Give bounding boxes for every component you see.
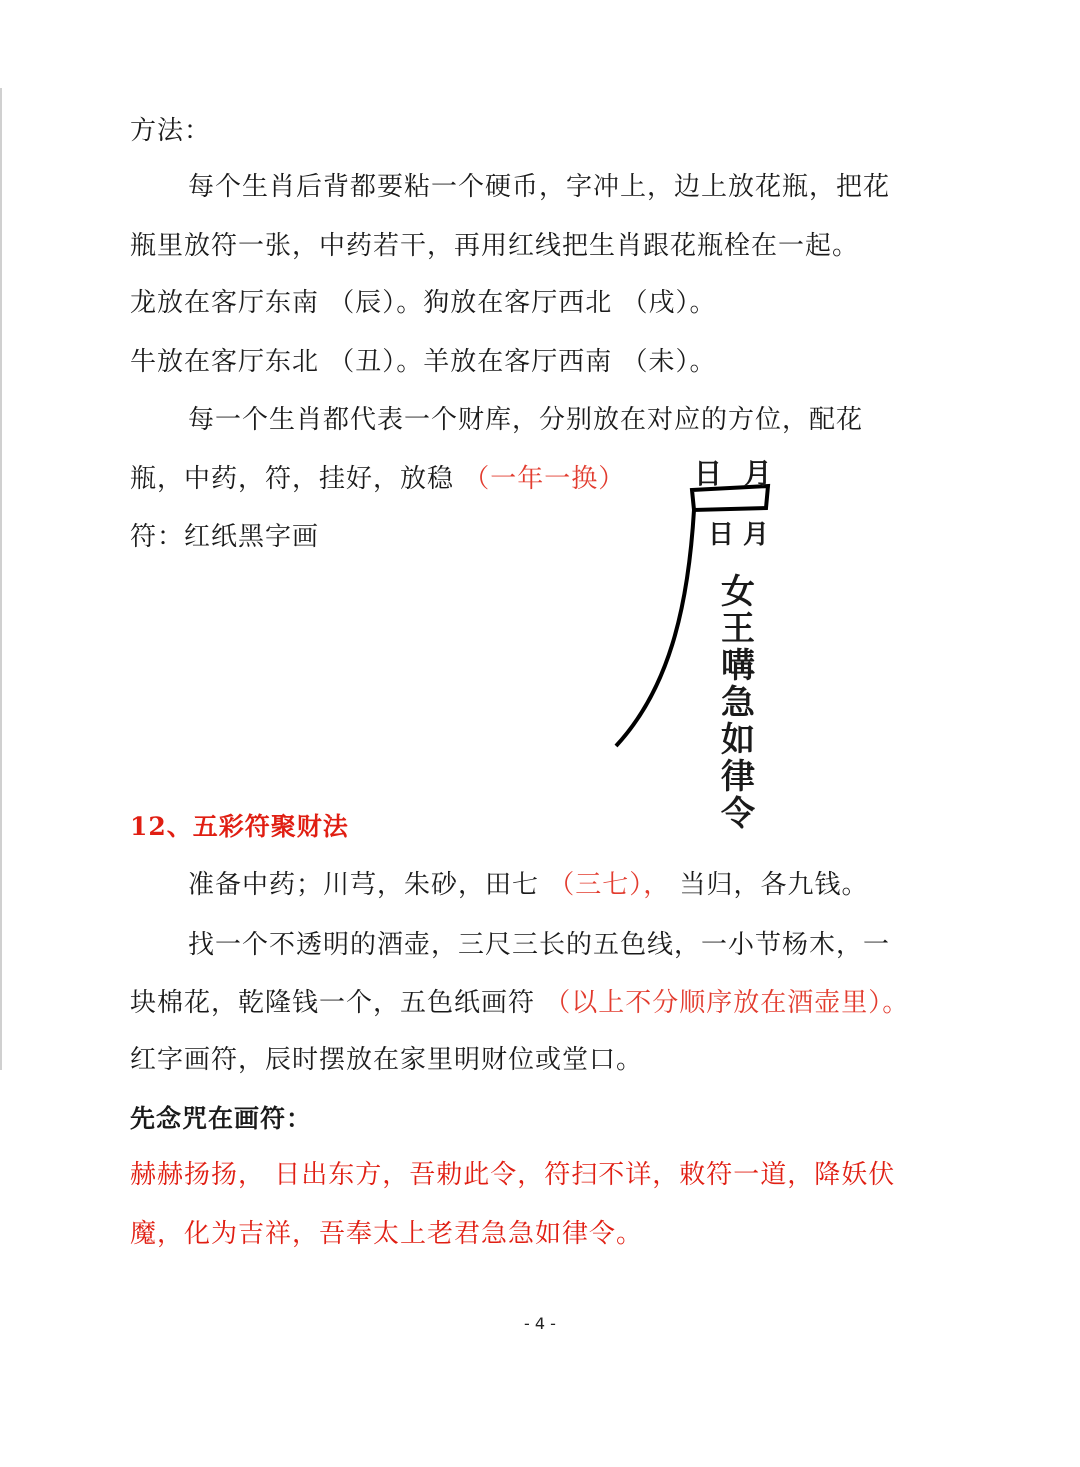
talisman-char-7: 令 — [721, 794, 755, 834]
page-number: - 4 - — [524, 1314, 556, 1333]
method-paragraph-1-line-1: 每个生肖后背都要粘一个硬币，字冲上，边上放花瓶，把花 — [188, 172, 891, 202]
section-12-paragraph-1 — [188, 868, 869, 902]
method-paragraph-3-line-2 — [130, 462, 625, 496]
talisman-frame-curve — [616, 510, 694, 746]
talisman-char-2: 王 — [721, 609, 755, 649]
talisman-char-4: 急 — [721, 683, 755, 723]
method-title: 方法： — [130, 116, 212, 146]
method-paragraph-3-line-1: 每一个生肖都代表一个财库，分别放在对应的方位，配花 — [188, 405, 864, 435]
section-12-items-red-note: （以上不分顺序放在酒壶里）。 — [544, 988, 910, 1018]
method-paragraph-3-text: 瓶，中药，符，挂好，放稳 — [130, 464, 464, 494]
section-12-herbs-red-note: （三七）， — [548, 870, 671, 900]
talisman-side-characters: 日 月 — [708, 520, 770, 550]
method-paragraph-2-line-2: 牛放在客厅东北 （丑）。羊放在客厅西南 （未）。 — [130, 347, 717, 377]
method-paragraph-1-line-2: 瓶里放符一张，中药若干，再用红线把生肖跟花瓶栓在一起。 — [130, 231, 860, 261]
page-edge-shadow — [0, 88, 2, 1070]
section-12-heading: 12、五彩符聚财法 — [130, 812, 349, 841]
talisman-drawing — [608, 450, 788, 850]
spell-title: 先念咒在画符： — [130, 1104, 313, 1133]
section-12-paragraph-3: 红字画符，辰时摆放在家里明财位或堂口。 — [130, 1045, 644, 1075]
method-paragraph-4: 符：红纸黑字画 — [130, 522, 320, 552]
spell-line-2: 魔，化为吉祥，吾奉太上老君急急如律令。 — [130, 1219, 644, 1249]
section-12-herbs-text: 准备中药；川芎，朱砂，田七 — [188, 870, 549, 900]
talisman-char-3: 㗕 — [721, 646, 755, 686]
section-12-paragraph-2-line-1: 找一个不透明的酒壶，三尺三长的五色线，一小节杨木，一 — [188, 930, 891, 960]
section-12-herbs-text-end: 当归，各九钱。 — [670, 870, 869, 900]
talisman-char-5: 如 — [721, 720, 755, 760]
talisman-char-6: 律 — [721, 757, 755, 797]
talisman-top-characters: 日 月 — [694, 457, 778, 490]
method-paragraph-2-line-1: 龙放在客厅东南 （辰）。狗放在客厅西北 （戌）。 — [130, 288, 717, 318]
method-paragraph-3-red-note: （一年一换） — [463, 464, 626, 494]
spell-line-1: 赫赫扬扬， 日出东方，吾勅此令，符扫不详，敕符一道，降妖伏 — [130, 1160, 896, 1190]
talisman-char-1: 女 — [721, 572, 755, 612]
section-12-paragraph-2-line-2 — [130, 986, 909, 1020]
talisman-drawing-svg — [608, 450, 788, 850]
section-12-items-text: 块棉花，乾隆钱一个，五色纸画符 — [130, 988, 545, 1018]
talisman-body-characters — [718, 574, 758, 833]
